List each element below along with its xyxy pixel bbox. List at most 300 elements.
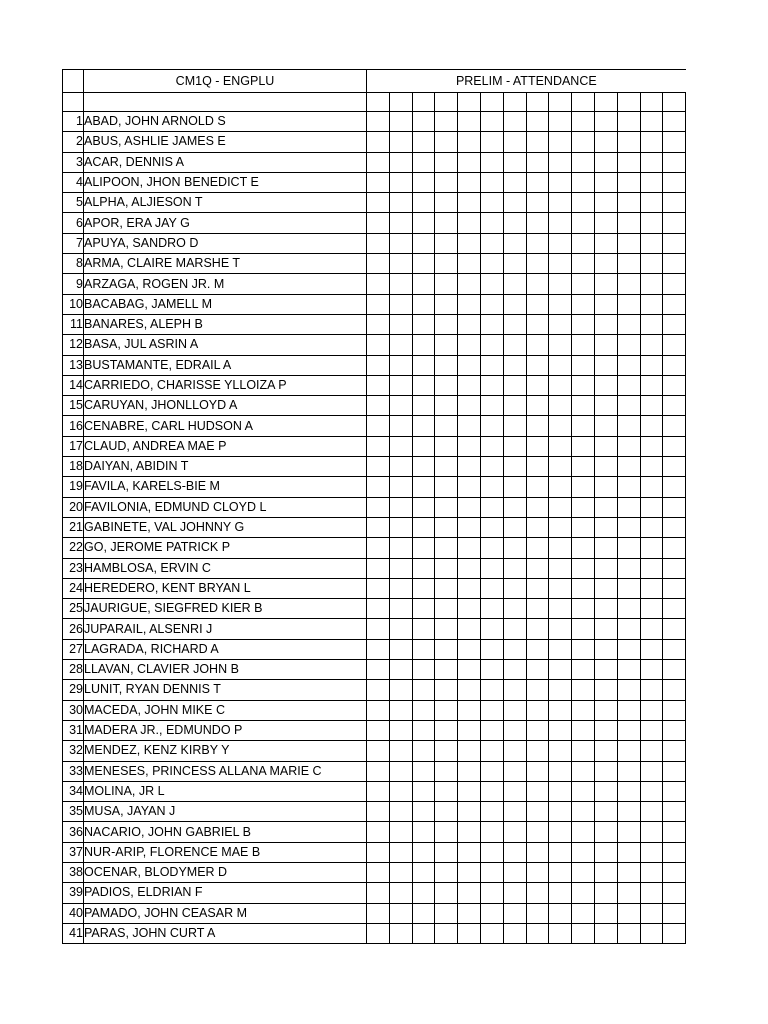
attendance-cell[interactable] [480,152,503,172]
attendance-cell[interactable] [458,457,481,477]
attendance-cell[interactable] [549,172,572,192]
attendance-cell[interactable] [367,923,390,943]
attendance-cell[interactable] [617,355,640,375]
attendance-cell[interactable] [503,172,526,192]
attendance-cell[interactable] [435,396,458,416]
attendance-cell[interactable] [458,416,481,436]
attendance-cell[interactable] [526,781,549,801]
attendance-cell[interactable] [389,93,412,112]
attendance-cell[interactable] [458,660,481,680]
attendance-cell[interactable] [458,862,481,882]
attendance-cell[interactable] [663,862,686,882]
attendance-cell[interactable] [526,93,549,112]
attendance-cell[interactable] [503,233,526,253]
attendance-cell[interactable] [617,477,640,497]
attendance-cell[interactable] [549,883,572,903]
attendance-cell[interactable] [526,132,549,152]
attendance-cell[interactable] [503,822,526,842]
attendance-cell[interactable] [412,294,435,314]
attendance-cell[interactable] [458,436,481,456]
attendance-cell[interactable] [458,538,481,558]
attendance-cell[interactable] [526,720,549,740]
attendance-cell[interactable] [503,660,526,680]
attendance-cell[interactable] [594,517,617,537]
attendance-cell[interactable] [663,193,686,213]
attendance-cell[interactable] [367,680,390,700]
attendance-cell[interactable] [412,172,435,192]
attendance-cell[interactable] [435,822,458,842]
attendance-cell[interactable] [412,558,435,578]
attendance-cell[interactable] [389,294,412,314]
attendance-cell[interactable] [549,538,572,558]
attendance-cell[interactable] [640,396,663,416]
attendance-cell[interactable] [663,538,686,558]
attendance-cell[interactable] [367,132,390,152]
attendance-cell[interactable] [367,457,390,477]
attendance-cell[interactable] [367,883,390,903]
attendance-cell[interactable] [435,335,458,355]
attendance-cell[interactable] [458,802,481,822]
attendance-cell[interactable] [389,538,412,558]
attendance-cell[interactable] [640,152,663,172]
attendance-cell[interactable] [367,781,390,801]
attendance-cell[interactable] [640,923,663,943]
attendance-cell[interactable] [640,599,663,619]
attendance-cell[interactable] [526,862,549,882]
attendance-cell[interactable] [549,639,572,659]
attendance-cell[interactable] [412,700,435,720]
attendance-cell[interactable] [617,700,640,720]
attendance-cell[interactable] [480,193,503,213]
attendance-cell[interactable] [503,862,526,882]
attendance-cell[interactable] [526,112,549,132]
attendance-cell[interactable] [412,274,435,294]
attendance-cell[interactable] [572,254,595,274]
attendance-cell[interactable] [594,335,617,355]
attendance-cell[interactable] [594,213,617,233]
attendance-cell[interactable] [617,862,640,882]
attendance-cell[interactable] [480,375,503,395]
attendance-cell[interactable] [503,436,526,456]
attendance-cell[interactable] [367,578,390,598]
attendance-cell[interactable] [412,152,435,172]
attendance-cell[interactable] [572,700,595,720]
attendance-cell[interactable] [458,761,481,781]
attendance-cell[interactable] [412,761,435,781]
attendance-cell[interactable] [367,416,390,436]
attendance-cell[interactable] [435,578,458,598]
attendance-cell[interactable] [572,152,595,172]
attendance-cell[interactable] [412,314,435,334]
attendance-cell[interactable] [435,112,458,132]
attendance-cell[interactable] [480,172,503,192]
attendance-cell[interactable] [663,761,686,781]
attendance-cell[interactable] [640,193,663,213]
attendance-cell[interactable] [594,619,617,639]
attendance-cell[interactable] [435,639,458,659]
attendance-cell[interactable] [617,680,640,700]
attendance-cell[interactable] [549,112,572,132]
attendance-cell[interactable] [503,132,526,152]
attendance-cell[interactable] [640,517,663,537]
attendance-cell[interactable] [640,761,663,781]
attendance-cell[interactable] [663,883,686,903]
attendance-cell[interactable] [389,660,412,680]
attendance-cell[interactable] [617,842,640,862]
attendance-cell[interactable] [367,477,390,497]
attendance-cell[interactable] [594,396,617,416]
attendance-cell[interactable] [663,822,686,842]
attendance-cell[interactable] [640,741,663,761]
attendance-cell[interactable] [572,883,595,903]
attendance-cell[interactable] [526,294,549,314]
attendance-cell[interactable] [640,660,663,680]
attendance-cell[interactable] [458,375,481,395]
attendance-cell[interactable] [435,416,458,436]
attendance-cell[interactable] [367,720,390,740]
attendance-cell[interactable] [640,436,663,456]
attendance-cell[interactable] [594,233,617,253]
attendance-cell[interactable] [572,741,595,761]
attendance-cell[interactable] [617,416,640,436]
attendance-cell[interactable] [458,233,481,253]
attendance-cell[interactable] [435,619,458,639]
attendance-cell[interactable] [594,294,617,314]
attendance-cell[interactable] [367,761,390,781]
attendance-cell[interactable] [367,152,390,172]
attendance-cell[interactable] [594,660,617,680]
attendance-cell[interactable] [435,355,458,375]
attendance-cell[interactable] [572,314,595,334]
attendance-cell[interactable] [663,416,686,436]
attendance-cell[interactable] [572,720,595,740]
attendance-cell[interactable] [412,497,435,517]
attendance-cell[interactable] [503,720,526,740]
attendance-cell[interactable] [480,558,503,578]
attendance-cell[interactable] [503,294,526,314]
attendance-cell[interactable] [572,93,595,112]
attendance-cell[interactable] [480,93,503,112]
attendance-cell[interactable] [549,720,572,740]
attendance-cell[interactable] [435,254,458,274]
attendance-cell[interactable] [412,619,435,639]
attendance-cell[interactable] [503,883,526,903]
attendance-cell[interactable] [412,578,435,598]
attendance-cell[interactable] [594,903,617,923]
attendance-cell[interactable] [412,436,435,456]
attendance-cell[interactable] [435,883,458,903]
attendance-cell[interactable] [526,538,549,558]
attendance-cell[interactable] [549,802,572,822]
attendance-cell[interactable] [367,903,390,923]
attendance-cell[interactable] [389,842,412,862]
attendance-cell[interactable] [594,132,617,152]
attendance-cell[interactable] [367,355,390,375]
attendance-cell[interactable] [549,680,572,700]
attendance-cell[interactable] [549,294,572,314]
attendance-cell[interactable] [572,660,595,680]
attendance-cell[interactable] [435,660,458,680]
attendance-cell[interactable] [458,842,481,862]
attendance-cell[interactable] [458,335,481,355]
attendance-cell[interactable] [367,741,390,761]
attendance-cell[interactable] [617,497,640,517]
attendance-cell[interactable] [663,396,686,416]
attendance-cell[interactable] [549,375,572,395]
attendance-cell[interactable] [389,477,412,497]
attendance-cell[interactable] [526,254,549,274]
attendance-cell[interactable] [572,842,595,862]
attendance-cell[interactable] [594,639,617,659]
attendance-cell[interactable] [367,497,390,517]
attendance-cell[interactable] [480,822,503,842]
attendance-cell[interactable] [503,213,526,233]
attendance-cell[interactable] [549,761,572,781]
attendance-cell[interactable] [412,538,435,558]
attendance-cell[interactable] [617,152,640,172]
attendance-cell[interactable] [435,761,458,781]
attendance-cell[interactable] [640,254,663,274]
attendance-cell[interactable] [640,355,663,375]
attendance-cell[interactable] [480,436,503,456]
attendance-cell[interactable] [480,396,503,416]
attendance-cell[interactable] [617,903,640,923]
attendance-cell[interactable] [617,112,640,132]
attendance-cell[interactable] [663,558,686,578]
attendance-cell[interactable] [435,923,458,943]
attendance-cell[interactable] [549,93,572,112]
attendance-cell[interactable] [412,112,435,132]
attendance-cell[interactable] [389,497,412,517]
attendance-cell[interactable] [389,883,412,903]
attendance-cell[interactable] [594,680,617,700]
attendance-cell[interactable] [458,720,481,740]
attendance-cell[interactable] [594,436,617,456]
attendance-cell[interactable] [412,132,435,152]
attendance-cell[interactable] [458,700,481,720]
attendance-cell[interactable] [480,903,503,923]
attendance-cell[interactable] [594,720,617,740]
attendance-cell[interactable] [480,132,503,152]
attendance-cell[interactable] [389,172,412,192]
attendance-cell[interactable] [412,213,435,233]
attendance-cell[interactable] [663,903,686,923]
attendance-cell[interactable] [640,375,663,395]
attendance-cell[interactable] [663,720,686,740]
attendance-cell[interactable] [663,172,686,192]
attendance-cell[interactable] [617,132,640,152]
attendance-cell[interactable] [480,355,503,375]
attendance-cell[interactable] [549,314,572,334]
attendance-cell[interactable] [389,375,412,395]
attendance-cell[interactable] [617,254,640,274]
attendance-cell[interactable] [458,619,481,639]
attendance-cell[interactable] [594,578,617,598]
attendance-cell[interactable] [549,558,572,578]
attendance-cell[interactable] [503,375,526,395]
attendance-cell[interactable] [458,822,481,842]
attendance-cell[interactable] [572,862,595,882]
attendance-cell[interactable] [367,93,390,112]
attendance-cell[interactable] [389,802,412,822]
attendance-cell[interactable] [572,761,595,781]
attendance-cell[interactable] [458,274,481,294]
attendance-cell[interactable] [389,923,412,943]
attendance-cell[interactable] [549,599,572,619]
attendance-cell[interactable] [526,355,549,375]
attendance-cell[interactable] [503,700,526,720]
attendance-cell[interactable] [367,314,390,334]
attendance-cell[interactable] [572,355,595,375]
attendance-cell[interactable] [435,517,458,537]
attendance-cell[interactable] [435,862,458,882]
attendance-cell[interactable] [549,517,572,537]
attendance-cell[interactable] [480,254,503,274]
attendance-cell[interactable] [435,477,458,497]
attendance-cell[interactable] [367,254,390,274]
attendance-cell[interactable] [617,619,640,639]
attendance-cell[interactable] [572,538,595,558]
attendance-cell[interactable] [594,558,617,578]
attendance-cell[interactable] [663,497,686,517]
attendance-cell[interactable] [526,802,549,822]
attendance-cell[interactable] [549,619,572,639]
attendance-cell[interactable] [572,416,595,436]
attendance-cell[interactable] [435,193,458,213]
attendance-cell[interactable] [435,538,458,558]
attendance-cell[interactable] [617,396,640,416]
attendance-cell[interactable] [640,497,663,517]
attendance-cell[interactable] [594,538,617,558]
attendance-cell[interactable] [389,314,412,334]
attendance-cell[interactable] [458,193,481,213]
attendance-cell[interactable] [526,172,549,192]
attendance-cell[interactable] [663,274,686,294]
attendance-cell[interactable] [594,355,617,375]
attendance-cell[interactable] [640,862,663,882]
attendance-cell[interactable] [480,802,503,822]
attendance-cell[interactable] [526,416,549,436]
attendance-cell[interactable] [503,254,526,274]
attendance-cell[interactable] [617,741,640,761]
attendance-cell[interactable] [435,457,458,477]
attendance-cell[interactable] [594,152,617,172]
attendance-cell[interactable] [640,619,663,639]
attendance-cell[interactable] [503,457,526,477]
attendance-cell[interactable] [663,639,686,659]
attendance-cell[interactable] [503,193,526,213]
attendance-cell[interactable] [640,578,663,598]
attendance-cell[interactable] [458,396,481,416]
attendance-cell[interactable] [640,842,663,862]
attendance-cell[interactable] [367,802,390,822]
attendance-cell[interactable] [458,152,481,172]
attendance-cell[interactable] [594,802,617,822]
attendance-cell[interactable] [503,639,526,659]
attendance-cell[interactable] [480,741,503,761]
attendance-cell[interactable] [617,578,640,598]
attendance-cell[interactable] [435,741,458,761]
attendance-cell[interactable] [663,619,686,639]
attendance-cell[interactable] [617,294,640,314]
attendance-cell[interactable] [412,802,435,822]
attendance-cell[interactable] [389,152,412,172]
attendance-cell[interactable] [389,274,412,294]
attendance-cell[interactable] [594,741,617,761]
attendance-cell[interactable] [480,477,503,497]
attendance-cell[interactable] [435,558,458,578]
attendance-cell[interactable] [549,436,572,456]
attendance-cell[interactable] [458,314,481,334]
attendance-cell[interactable] [412,639,435,659]
attendance-cell[interactable] [526,599,549,619]
attendance-cell[interactable] [367,233,390,253]
attendance-cell[interactable] [412,822,435,842]
attendance-cell[interactable] [549,457,572,477]
attendance-cell[interactable] [367,639,390,659]
attendance-cell[interactable] [572,172,595,192]
attendance-cell[interactable] [367,172,390,192]
attendance-cell[interactable] [435,700,458,720]
attendance-cell[interactable] [412,93,435,112]
attendance-cell[interactable] [663,660,686,680]
attendance-cell[interactable] [389,761,412,781]
attendance-cell[interactable] [458,355,481,375]
attendance-cell[interactable] [480,761,503,781]
attendance-cell[interactable] [503,761,526,781]
attendance-cell[interactable] [526,639,549,659]
attendance-cell[interactable] [480,497,503,517]
attendance-cell[interactable] [389,700,412,720]
attendance-cell[interactable] [617,93,640,112]
attendance-cell[interactable] [526,477,549,497]
attendance-cell[interactable] [640,883,663,903]
attendance-cell[interactable] [640,781,663,801]
attendance-cell[interactable] [503,741,526,761]
attendance-cell[interactable] [435,213,458,233]
attendance-cell[interactable] [412,923,435,943]
attendance-cell[interactable] [572,457,595,477]
attendance-cell[interactable] [549,416,572,436]
attendance-cell[interactable] [594,193,617,213]
attendance-cell[interactable] [640,112,663,132]
attendance-cell[interactable] [549,355,572,375]
attendance-cell[interactable] [412,741,435,761]
attendance-cell[interactable] [367,822,390,842]
attendance-cell[interactable] [617,639,640,659]
attendance-cell[interactable] [367,436,390,456]
attendance-cell[interactable] [594,822,617,842]
attendance-cell[interactable] [617,538,640,558]
attendance-cell[interactable] [503,599,526,619]
attendance-cell[interactable] [640,802,663,822]
attendance-cell[interactable] [640,132,663,152]
attendance-cell[interactable] [526,517,549,537]
attendance-cell[interactable] [503,802,526,822]
attendance-cell[interactable] [640,538,663,558]
attendance-cell[interactable] [594,274,617,294]
attendance-cell[interactable] [435,233,458,253]
attendance-cell[interactable] [435,781,458,801]
attendance-cell[interactable] [503,396,526,416]
attendance-cell[interactable] [572,477,595,497]
attendance-cell[interactable] [503,335,526,355]
attendance-cell[interactable] [503,781,526,801]
attendance-cell[interactable] [594,599,617,619]
attendance-cell[interactable] [663,93,686,112]
attendance-cell[interactable] [435,903,458,923]
attendance-cell[interactable] [458,294,481,314]
